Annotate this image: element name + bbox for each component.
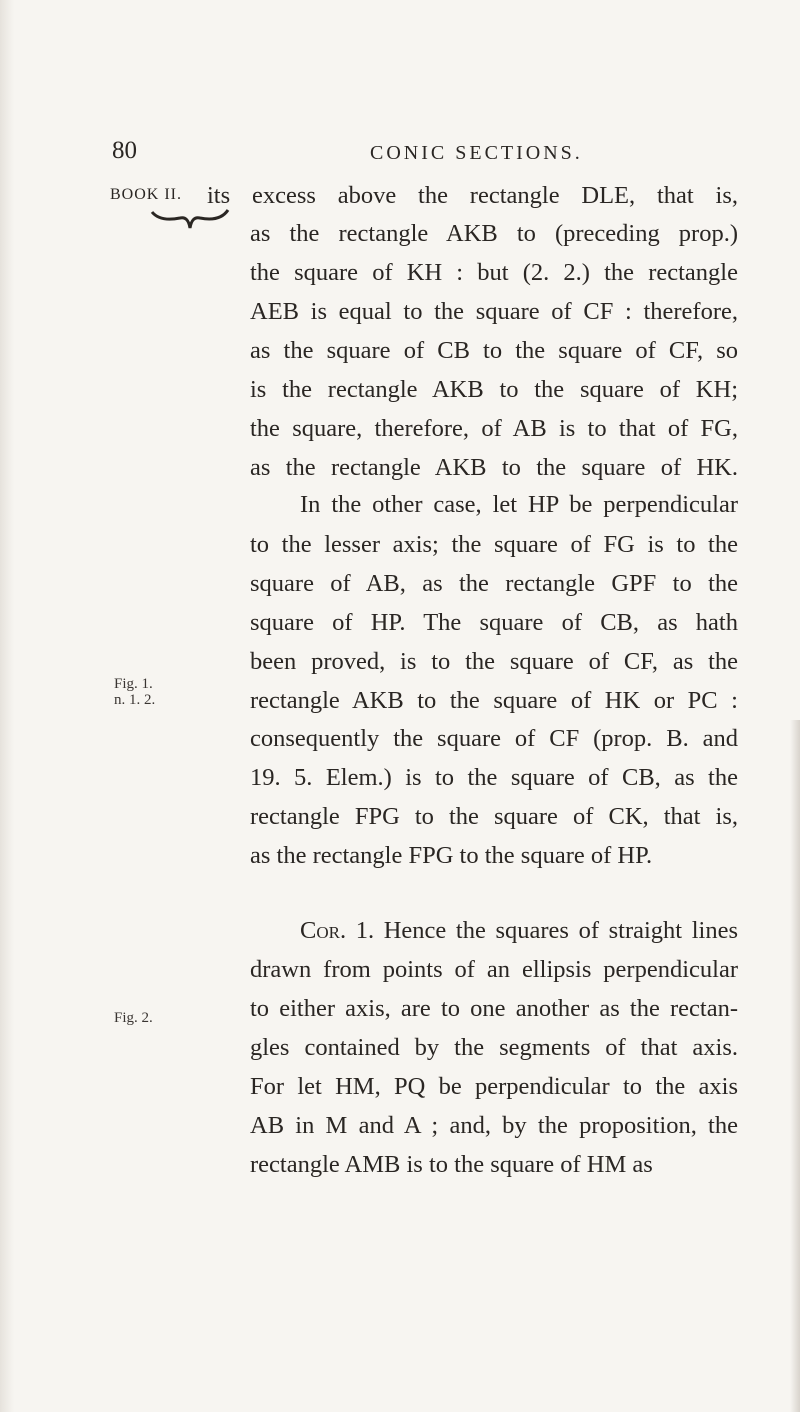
text-line: consequently the square of CF (prop. B. and: [250, 725, 738, 752]
text-line: the square of KH : but (2. 2.) the rectangle: [250, 259, 738, 286]
text-line: AEB is equal to the square of CF : therefore,: [250, 298, 738, 325]
text-line: square of AB, as the rectangle GPF to the: [250, 570, 738, 597]
text-line: is the rectangle AKB to the square of KH;: [250, 376, 738, 403]
text-line: For let HM, PQ be perpendicular to the axis: [250, 1073, 738, 1100]
text-line: as the rectangle AKB to the square of HK.: [250, 454, 738, 481]
text-line: to the lesser axis; the square of FG is to the: [250, 531, 738, 558]
text-line: the square, therefore, of AB is to that of FG,: [250, 415, 738, 442]
text-line: rectangle AKB to the square of HK or PC :: [250, 687, 738, 714]
margin-note-fig2: Fig. 2.: [114, 1010, 153, 1026]
page-edge-shadow: [0, 0, 14, 1412]
text-line: to either axis, are to one another as the rectan-: [250, 995, 738, 1022]
text-line: 19. 5. Elem.) is to the square of CB, as the: [250, 764, 738, 791]
text-line: In the other case, let HP be perpendicular: [300, 491, 738, 518]
text-line: gles contained by the segments of that axis.: [250, 1034, 738, 1061]
margin-note-fig1: Fig. 1.: [114, 676, 153, 692]
corollary-label: Cor. 1.: [300, 917, 375, 944]
corollary-first-line: [300, 916, 738, 946]
text-line: rectangle FPG to the square of CK, that is,: [250, 803, 738, 830]
text-line: its excess above the rectangle DLE, that is,: [207, 182, 738, 209]
page-edge-shadow-right: [790, 720, 800, 1412]
text-line: as the rectangle FPG to the square of HP.: [250, 842, 653, 869]
text-line: rectangle AMB is to the square of HM as: [250, 1151, 653, 1178]
text-line: square of HP. The square of CB, as hath: [250, 609, 738, 636]
margin-note-fig1-sub: n. 1. 2.: [114, 692, 156, 708]
page-number: 80: [112, 137, 137, 164]
text-line: Hence the squares of straight lines: [383, 917, 738, 944]
text-line: been proved, is to the square of CF, as the: [250, 648, 738, 675]
book-label: BOOK II.: [110, 186, 182, 203]
text-line: drawn from points of an ellipsis perpendicular: [250, 956, 738, 983]
text-line: AB in M and A ; and, by the proposition, the: [250, 1112, 738, 1139]
running-head: CONIC SECTIONS.: [370, 142, 583, 164]
text-line: as the rectangle AKB to (preceding prop.): [250, 220, 738, 247]
text-line: as the square of CB to the square of CF, so: [250, 337, 738, 364]
